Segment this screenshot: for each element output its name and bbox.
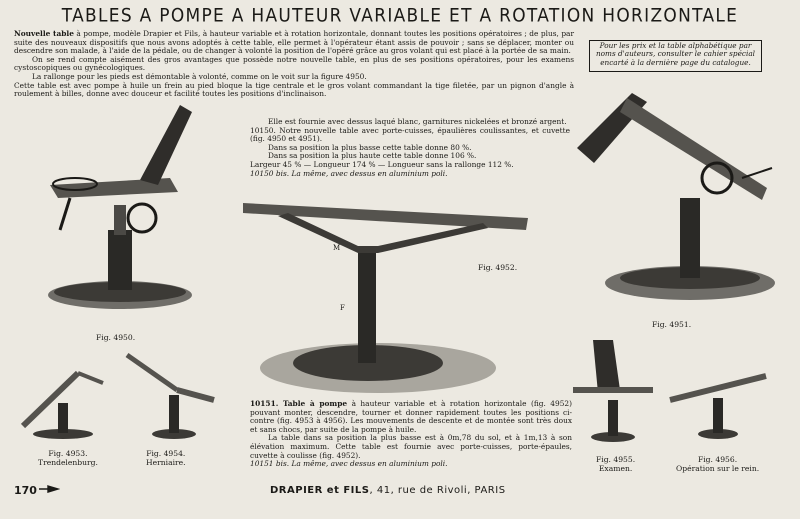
fig-4951-caption: Fig. 4951. bbox=[652, 320, 692, 329]
fig-4953-number: Fig. 4953. bbox=[48, 449, 88, 458]
publisher-line bbox=[270, 485, 506, 496]
fig-4955-caption bbox=[596, 455, 635, 473]
intro-paragraph bbox=[14, 30, 574, 99]
page-title: TABLES A POMPE A HAUTEUR VARIABLE ET A ROTATION HORIZONTALE bbox=[61, 5, 739, 27]
intro-text-4: Cette table est avec pompe à huile un frein au pied bloque la tige centrale et le gros volant commandant la tige filetée, par un pignon d'angle à roulement à billes, donne avec douceur et facilité toutes les positions d'inclinaison. bbox=[14, 80, 574, 99]
page-number: 170 bbox=[14, 484, 37, 497]
item-10150-dims: Largeur 45 % — Longueur 174 % — Longueur sans la rallonge 112 %. bbox=[250, 159, 514, 169]
item-10150-low: Dans sa position la plus basse cette table donne 80 %. bbox=[268, 142, 472, 152]
fig-4956-illustration bbox=[666, 370, 774, 440]
fig-4955-name: Examen. bbox=[598, 464, 633, 473]
fig-4954-illustration bbox=[122, 350, 220, 440]
intro-text-1: à pompe, modèle Drapier et Fils, à hauteur variable et à rotation horizontale, donnant toutes les positions opératoires ; de plus, par suite des nouveaux dispositifs que nous avons adoptés à cette table, elle permet à l'opérateur étant assis de pouvoir ; sans se déplacer, monter ou descendre son malade, à l'aide de la pédale, ou de changer à volonté la position de l'opéré grâce au gros volant qui est placé à la portée de sa main. bbox=[14, 29, 574, 56]
page-footer bbox=[0, 481, 800, 501]
item-10151-heights: La table dans sa position la plus basse est à 0m,78 du sol, et à 1m,13 à son élévation maximum. Cette table est fournie avec porte-cuisses, porte-épaules, cuvette à coulisse (fig. 4952). bbox=[250, 433, 572, 460]
fig-4953-caption bbox=[38, 449, 98, 467]
fig-4953-name: Trendelenburg. bbox=[38, 458, 98, 467]
fig-4956-number: Fig. 4956. bbox=[697, 455, 738, 464]
item-10151-lead: 10151. Table à pompe bbox=[250, 399, 348, 408]
fig-4950-illustration bbox=[30, 100, 210, 325]
fig-4955-number: Fig. 4955. bbox=[596, 455, 636, 464]
pointing-hand-icon bbox=[38, 484, 60, 494]
item-10150-finish: Elle est fournie avec dessus laqué blanc, garnitures nickelées et bronzé argent. bbox=[268, 117, 567, 126]
fig-4951-illustration bbox=[572, 88, 782, 313]
publisher-name: DRAPIER et FILS bbox=[270, 485, 370, 496]
fig-4953-illustration bbox=[18, 368, 108, 440]
item-10151-desc: à hauteur variable et à rotation horizontale (fig. 4952) pouvant monter, descendre, tourner et donner rapidement toutes les positions ci-contre (fig. 4953 à 4956). Les mouvements de descente et de montée sont très doux et sans chocs, par suite de la pompe à huile. bbox=[250, 399, 572, 434]
fig-4955-illustration bbox=[568, 335, 658, 445]
item-10150 bbox=[250, 118, 570, 178]
item-10150-desc: 10150. Notre nouvelle table avec porte-cuisses, épaulières coulissantes, et cuvette (fig. 4950 et 4951). bbox=[250, 125, 570, 144]
item-10150-bis: 10150 bis. La même, avec dessus en aluminium poli. bbox=[250, 168, 448, 178]
fig-4952-caption: Fig. 4952. bbox=[478, 263, 518, 272]
fig-4954-number: Fig. 4954. bbox=[146, 449, 186, 458]
intro-lead: Nouvelle table bbox=[14, 29, 74, 38]
item-10151-bis: 10151 bis. La même, avec dessus en aluminium poli. bbox=[250, 459, 448, 469]
item-10150-high: Dans sa position la plus haute cette table donne 106 %. bbox=[268, 151, 477, 161]
svg-text:F: F bbox=[340, 304, 345, 312]
fig-4954-name: Herniaire. bbox=[146, 458, 186, 467]
intro-text-3: La rallonge pour les pieds est démontable à volonté, comme on le voit sur la figure 4950. bbox=[32, 71, 367, 81]
fig-4956-caption bbox=[676, 455, 759, 473]
price-note-box: Pour les prix et la table alphabétique par noms d'auteurs, consulter le cahier spécial encarté à la dernière page du catalogue. bbox=[589, 40, 762, 72]
fig-4952-illustration bbox=[238, 188, 538, 398]
intro-text-2: On se rend compte aisément des gros avantages que possède notre nouvelle table, en plus de ses positions opératoires, pour les examens cystoscopiques ou gynécologiques. bbox=[14, 54, 574, 73]
publisher-address: , 41, rue de Rivoli, PARIS bbox=[369, 485, 506, 496]
fig-4956-name: Opération sur le rein. bbox=[676, 464, 760, 473]
fig-4954-caption bbox=[146, 449, 186, 467]
svg-text:M: M bbox=[333, 244, 341, 252]
item-10151 bbox=[250, 400, 572, 469]
fig-4950-caption: Fig. 4950. bbox=[96, 333, 136, 342]
